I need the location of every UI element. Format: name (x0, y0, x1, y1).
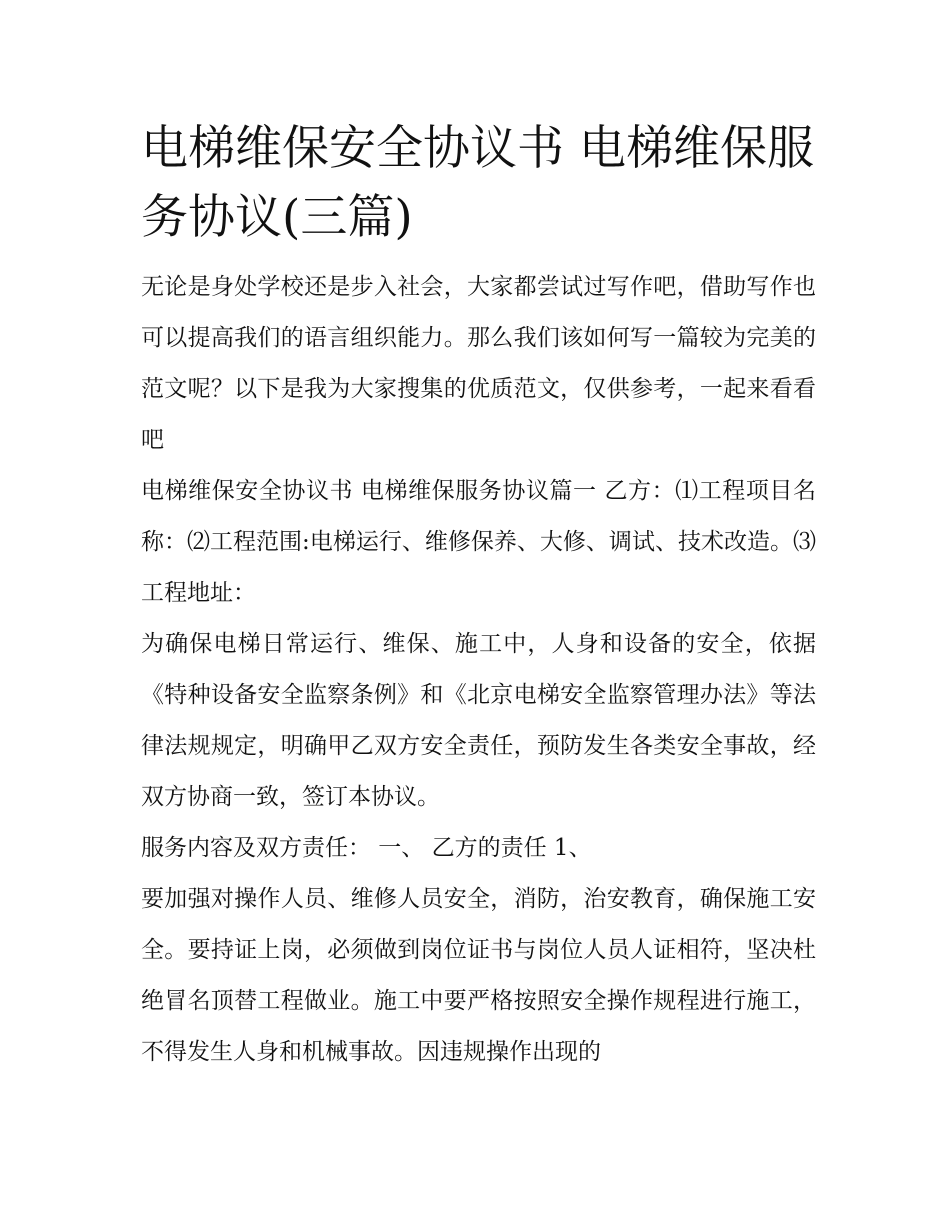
document-title: 电梯维保安全协议书 电梯维保服务协议(三篇) (141, 121, 814, 245)
purpose-paragraph: 为确保电梯日常运行、维保、施工中，人身和设备的安全，依据《特种设备安全监察条例》和《北京电梯安全监察管理办法》等法律法规规定，明确甲乙双方安全责任，预防发生各类安全事故，经双方协商一致，签订本协议。 (141, 631, 816, 810)
intro-paragraph: 无论是身处学校还是步入社会，大家都尝试过写作吧，借助写作也可以提高我们的语言组织能力。那么我们该如何写一篇较为完美的范文呢？以下是我为大家搜集的优质范文，仅供参考，一起来看看吧 (141, 274, 816, 453)
project-info-paragraph: 电梯维保安全协议书 电梯维保服务协议篇一 乙方：⑴工程项目名称：⑵工程范围:电梯运行、维修保养、大修、调试、技术改造。⑶工程地址： (141, 478, 816, 606)
safety-paragraph: 要加强对操作人员、维修人员安全，消防，治安教育，确保施工安全。要持证上岗，必须做到岗位证书与岗位人员人证相符，坚决杜绝冒名顶替工程做业。施工中要严格按照安全操作规程进行施工，不得发生人身和机械事故。因违规操作出现的 (141, 886, 816, 1065)
document-body (141, 114, 816, 1078)
responsibilities-heading: 服务内容及双方责任： 一、 乙方的责任 1、 (141, 835, 592, 861)
